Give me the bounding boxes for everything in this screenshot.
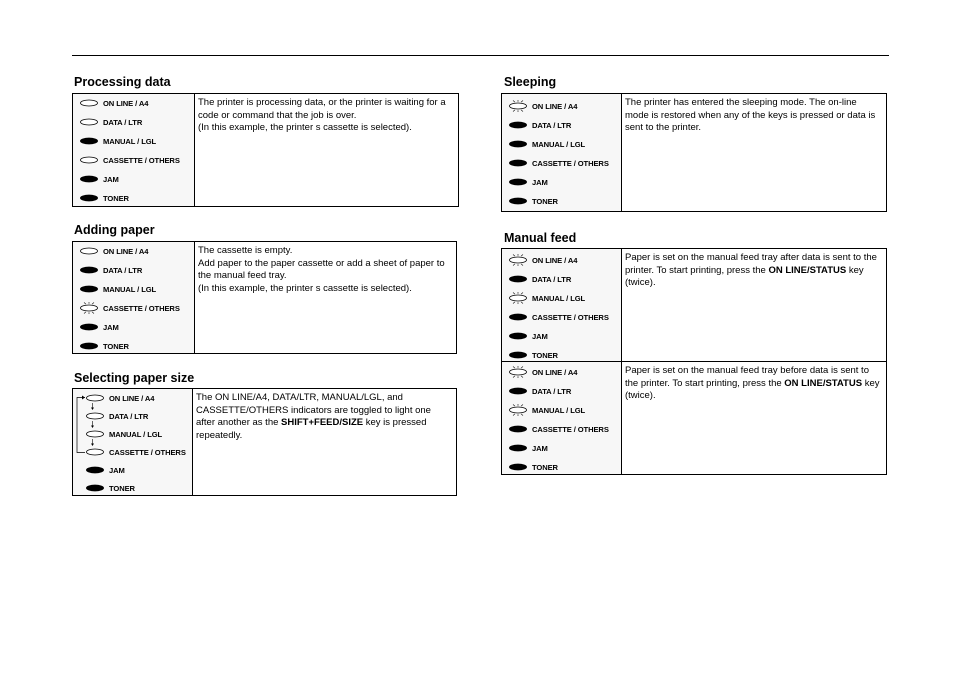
desc-adding: The cassette is empty. Add paper to the paper cassette or add a sheet of paper to the manual feed tray. (In this example, the printer s cassette is selected). [198,245,445,294]
indicator-cassette-others [508,157,609,169]
section-title-adding: Adding paper [74,223,155,237]
indicator-manual-lgl [79,135,156,147]
indicator-label: ON LINE / A4 [532,255,578,265]
indicator-label: JAM [103,174,119,184]
led-on-icon [508,119,528,131]
indicator-label: DATA / LTR [532,274,572,284]
section-title-selecting: Selecting paper size [74,371,195,385]
led-on-icon [79,135,99,147]
indicator-label: DATA / LTR [109,411,149,421]
indicator-toner [79,340,129,352]
led-on-icon [508,176,528,188]
led-on-icon [508,311,528,323]
indicator-label: ON LINE / A4 [532,367,578,377]
led-on-icon [508,273,528,285]
indicator-label: ON LINE / A4 [532,101,578,111]
desc-manual-1-text-b: key (twice). [625,264,864,289]
indicator-label: DATA / LTR [103,265,143,275]
panel-processing [72,93,459,207]
indicator-label: CASSETTE / OTHERS [532,424,609,434]
desc-selecting-key: SHIFT+FEED/SIZE [281,417,364,429]
led-flash-icon [508,100,528,112]
panel-manual [501,248,887,475]
indicator-label: CASSETTE / OTHERS [532,312,609,322]
indicator-toner [508,195,558,207]
led-on-icon [85,482,105,494]
indicator-jam [508,330,548,342]
indicator-cassette-others [85,446,186,458]
led-off-icon [85,428,105,440]
indicator-toner [508,349,558,361]
led-on-icon [508,423,528,435]
indicator-jam [79,321,119,333]
indicator-label: DATA / LTR [103,117,143,127]
indicator-data-ltr [79,264,142,276]
indicator-jam [508,176,548,188]
indicator-data-ltr [508,385,571,397]
indicator-online-a4 [508,366,577,378]
indicator-toner [508,461,558,473]
indicator-label: DATA / LTR [532,386,572,396]
indicator-label: ON LINE / A4 [109,393,155,403]
indicator-label: CASSETTE / OTHERS [109,447,186,457]
led-stack-processing [73,94,195,206]
indicator-label: MANUAL / LGL [109,429,163,439]
section-title-manual: Manual feed [504,231,577,245]
indicator-label: TONER [103,341,129,351]
led-on-icon [508,138,528,150]
led-on-icon [508,461,528,473]
led-on-icon [79,340,99,352]
indicator-label: JAM [532,443,548,453]
indicator-cassette-others [508,311,609,323]
indicator-label: JAM [532,177,548,187]
led-off-icon [85,410,105,422]
indicator-label: TONER [532,350,558,360]
led-stack-manual-2 [502,362,621,474]
indicator-manual-lgl [508,404,585,416]
indicator-label: TONER [532,196,558,206]
indicator-label: MANUAL / LGL [103,136,157,146]
indicator-label: DATA / LTR [532,120,572,130]
indicator-label: JAM [109,465,125,475]
led-on-icon [508,385,528,397]
desc-manual-2-key: ON LINE/STATUS [784,377,863,389]
indicator-label: JAM [103,322,119,332]
indicator-online-a4 [508,254,577,266]
indicator-label: MANUAL / LGL [532,139,586,149]
indicator-data-ltr [85,410,148,422]
led-flash-icon [508,254,528,266]
indicator-label: JAM [532,331,548,341]
led-on-icon [85,464,105,476]
desc-sleeping: The printer has entered the sleeping mode. The on-line mode is restored when any of the keys is pressed or data is sent to the printer. [625,97,876,134]
desc-selecting [192,389,456,442]
desc-manual-1-text-a: Paper is set on the manual feed tray after data is sent to the printer. To start printing, press the [625,252,877,276]
header-rule [72,55,889,56]
indicator-cassette-others [508,423,609,435]
desc-processing: The printer is processing data, or the printer is waiting for a code or command that the job is over. (In this example, the printer s cassette is selected). [198,97,446,134]
indicator-label: CASSETTE / OTHERS [532,158,609,168]
indicator-toner [85,482,135,494]
indicator-online-a4 [508,100,577,112]
led-on-icon [79,173,99,185]
indicator-label: MANUAL / LGL [532,405,586,415]
led-off-icon [85,446,105,458]
indicator-data-ltr [508,273,571,285]
led-on-icon [79,321,99,333]
led-off-icon [79,154,99,166]
indicator-manual-lgl [508,138,585,150]
indicator-label: CASSETTE / OTHERS [103,303,180,313]
indicator-online-a4 [85,392,154,404]
indicator-label: ON LINE / A4 [103,246,149,256]
led-stack-selecting [73,389,193,495]
indicator-manual-lgl [85,428,162,440]
indicator-label: MANUAL / LGL [532,293,586,303]
led-stack-adding [73,242,195,353]
led-on-icon [79,283,99,295]
led-on-icon [508,442,528,454]
led-on-icon [508,195,528,207]
desc-selecting-text-a: The ON LINE/A4, DATA/LTR, MANUAL/LGL, and CASSETTE/OTHERS indicators are toggled to light one after another as the [196,392,431,429]
indicator-label: ON LINE / A4 [103,98,149,108]
indicator-label: TONER [109,483,135,493]
led-stack-manual-1 [502,249,621,361]
led-on-icon [508,330,528,342]
indicator-cassette-others [79,302,180,314]
indicator-data-ltr [508,119,571,131]
desc-manual-1-key: ON LINE/STATUS [768,264,847,276]
panel-selecting [72,388,457,496]
led-on-icon [508,349,528,361]
panel-adding [72,241,457,354]
led-off-icon [85,392,105,404]
led-flash-icon [508,366,528,378]
led-on-icon [508,157,528,169]
desc-manual-2-text-b: key (twice). [625,377,880,402]
indicator-online-a4 [79,97,148,109]
indicator-jam [508,442,548,454]
section-title-processing: Processing data [74,75,171,89]
indicator-label: CASSETTE / OTHERS [103,155,180,165]
section-title-sleeping: Sleeping [504,75,557,89]
indicator-data-ltr [79,116,142,128]
indicator-label: TONER [532,462,558,472]
led-flash-icon [79,302,99,314]
led-flash-icon [508,292,528,304]
desc-selecting-text-b: key is pressed repeatedly. [196,417,427,441]
indicator-manual-lgl [508,292,585,304]
led-off-icon [79,97,99,109]
desc-manual-2 [621,362,886,403]
indicator-toner [79,192,129,204]
panel-sleeping [501,93,887,212]
indicator-jam [85,464,125,476]
led-flash-icon [508,404,528,416]
led-stack-sleeping [502,94,622,211]
desc-manual-2-text-a: Paper is set on the manual feed tray before data is sent to the printer. To start printing, press the [625,365,869,389]
indicator-label: MANUAL / LGL [103,284,157,294]
indicator-cassette-others [79,154,180,166]
led-off-icon [79,116,99,128]
indicator-manual-lgl [79,283,156,295]
indicator-label: TONER [103,193,129,203]
indicator-jam [79,173,119,185]
led-on-icon [79,264,99,276]
desc-manual-1 [621,249,886,290]
led-on-icon [79,192,99,204]
indicator-online-a4 [79,245,148,257]
led-off-icon [79,245,99,257]
